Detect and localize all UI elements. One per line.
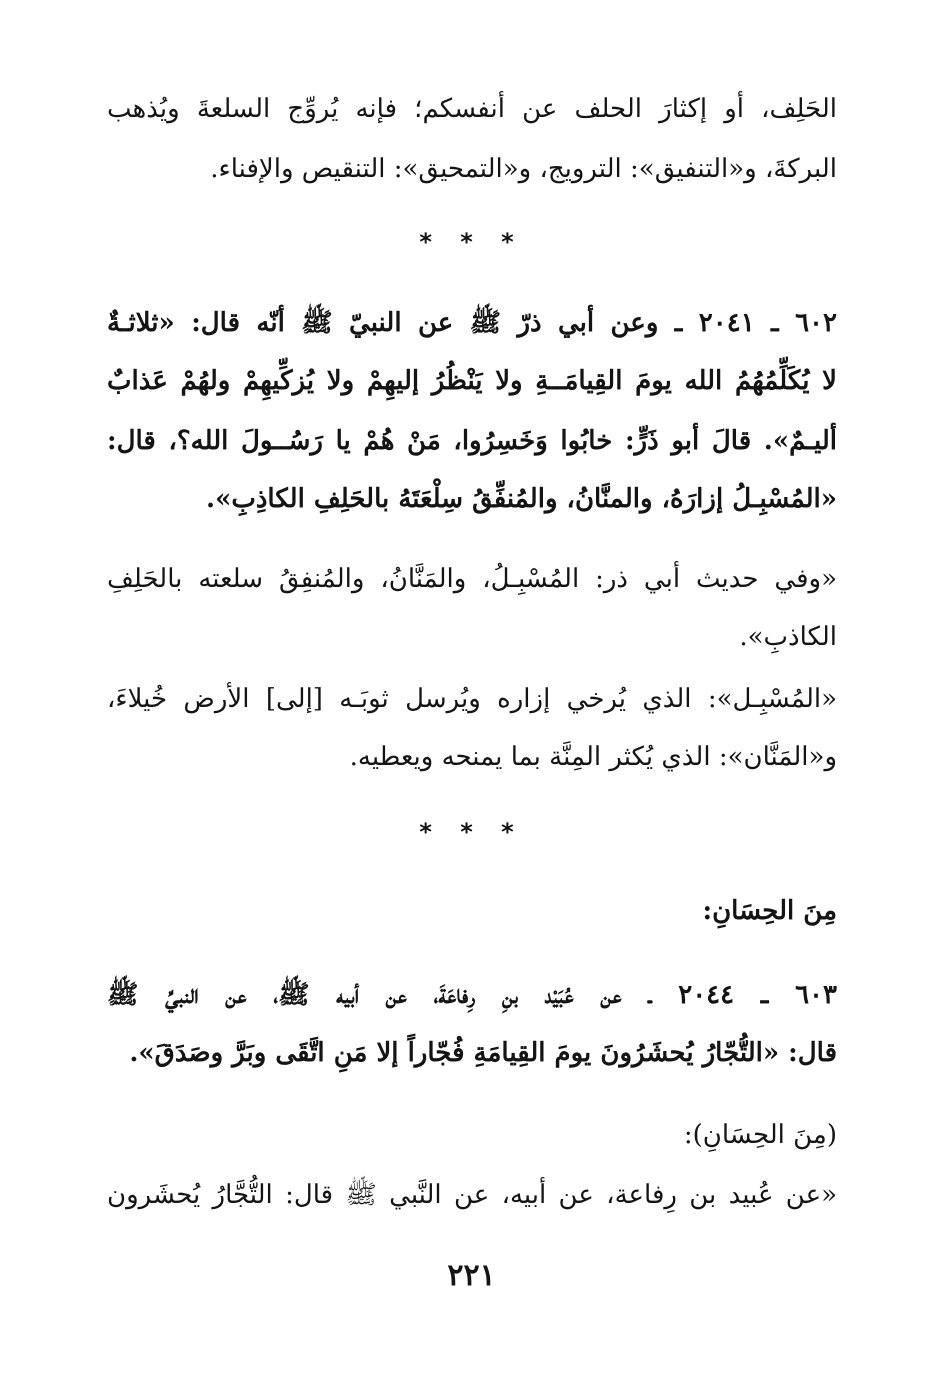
commentary-line: و«المَنَّان»: الذي يُكثر المِنَّة بما يمنحه ويعطيه. (349, 742, 837, 772)
commentary-line: «المُسْبِـل»: الذي يُرخي إزاره ويُرسل ثوبَـه [إلى] الأرض خُيلاءَ، (107, 684, 837, 714)
page-number: ٢٢١ (447, 1258, 496, 1293)
hadith-line: قال: «التُّجّارُ يُحشَرُونَ يومَ القِيامَةِ فُجّاراً إلا مَنِ اتَّقَى وبَرَّ وصَدَقَ». (129, 1038, 837, 1068)
section-heading: مِنَ الحِسَانِ: (702, 896, 837, 926)
text-line: الحَلِف، أو إكثارَ الحلف عن أنفسكم؛ فإنه يُروِّج السلعةَ ويُذهب (107, 94, 837, 124)
text-line: البركةَ، و«التنفيق»: الترويج، و«التمحيق»: التنقيص والإفناء. (210, 154, 837, 184)
commentary-line: الكاذبِ». (739, 622, 837, 652)
hadith-line: أليـمٌ». قالَ أبو ذَرٍّ: خابُوا وَخَسِرُوا، مَنْ هُمْ يا رَسُــولَ الله؟، قال: (107, 426, 837, 456)
commentary-line: «وفي حديث أبي ذر: المُسْبِـلُ، والمَنَّانُ، والمُنفِقُ سلعته بالحَلِفِ (107, 564, 837, 594)
hadith-line: ٦٠٢ ـ ٢٠٤١ ـ وعن أبي ذرّ ﷺ عن النبيّ ﷺ أنّه قال: «ثلاثـةٌ (107, 308, 837, 338)
commentary-heading: (مِنَ الحِسَانِ): (683, 1120, 837, 1150)
hadith-line: لا يُكَلِّمُهُمُ الله يومَ القِيامَــةِ ولا يَنْظُرُ إليهِمْ ولا يُزكِّيهِمْ ولهُمْ عَذابٌ (107, 366, 837, 396)
hadith-line: «المُسْبِـلُ إزارَهُ، والمنَّانُ، والمُنفِّقُ سِلْعَتَهُ بالحَلِفِ الكاذِبِ». (206, 484, 837, 514)
hadith-line: ٦٠٣ ـ ٢٠٤٤ ـ عن عُبَيْد بنِ رِفاعَةَ، عن أبيه ﷺ، عن النبيِّ ﷺ (107, 980, 837, 1010)
section-separator: * * * (419, 818, 524, 846)
section-separator: * * * (419, 228, 524, 256)
commentary-line: «عن عُبيد بن رِفاعة، عن أبيه، عن النَّبي ﷺ قال: التُّجَّارُ يُحشَرون (107, 1180, 837, 1210)
